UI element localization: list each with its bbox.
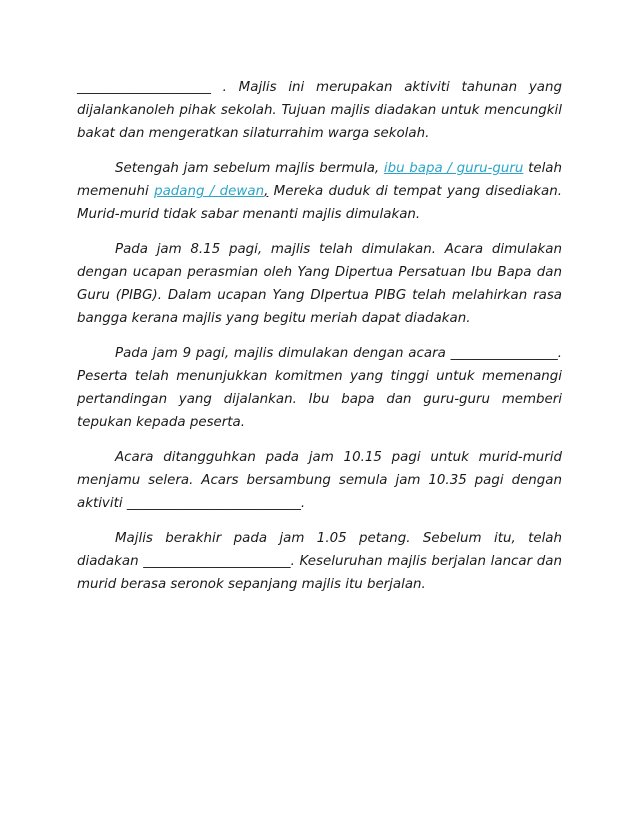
paragraph-6-after: . Keseluruhan majlis berjalan lancar dan murid berasa seronok sepanjang majlis itu berjalan. bbox=[77, 554, 562, 592]
paragraph-3 bbox=[77, 238, 562, 330]
paragraph-2 bbox=[77, 157, 562, 226]
paragraph-4 bbox=[77, 342, 562, 434]
paragraph-2-before: Setengah jam sebelum majlis bermula, bbox=[115, 161, 384, 176]
paragraph-3-text: Pada jam 8.15 pagi, majlis telah dimulakan. Acara dimulakan dengan ucapan perasmian oleh Yang Dipertua Persatuan Ibu Bapa dan Guru (PIBG). Dalam ucapan Yang DIpertua PIBG telah melahirkan rasa bangga kerana majlis yang begitu meriah dapat diadakan. bbox=[77, 242, 562, 326]
blank-line-1: ____________________ bbox=[77, 80, 211, 95]
document-page bbox=[77, 76, 562, 608]
paragraph-5 bbox=[77, 446, 562, 515]
paragraph-6 bbox=[77, 527, 562, 596]
paragraph-2-after: Mereka duduk di tempat yang disediakan. Murid-murid tidak sabar menanti majlis dimulakan. bbox=[77, 184, 562, 222]
paragraph-4-after: . Peserta telah menunjukkan komitmen yang tinggi untuk memenangi pertandingan yang dijalankan. Ibu bapa dan guru-guru memberi tepukan kepada peserta. bbox=[77, 346, 562, 430]
blank-line-4: ______________________ bbox=[143, 554, 291, 569]
paragraph-5-after: . bbox=[300, 496, 306, 511]
paragraph-1-text: . Majlis ini merupakan aktiviti tahunan yang dijalankanoleh pihak sekolah. Tujuan majlis diadakan untuk mencungkil bakat dan mengeratkan silaturrahim warga sekolah. bbox=[77, 80, 562, 141]
paragraph-5-before: Acara ditangguhkan pada jam 10.15 pagi untuk murid-murid menjamu selera. Acars bersambung semula jam 10.35 pagi dengan aktiviti bbox=[77, 450, 562, 511]
blank-line-2: ________________ bbox=[450, 346, 558, 361]
paragraph-2-comma: , bbox=[264, 184, 269, 199]
blank-line-3: __________________________ bbox=[126, 496, 301, 511]
paragraph-1 bbox=[77, 76, 562, 145]
hyperlink-ibu-bapa-guru[interactable]: ibu bapa / guru-guru bbox=[383, 161, 524, 176]
paragraph-4-before: Pada jam 9 pagi, majlis dimulakan dengan acara bbox=[115, 346, 451, 361]
paragraph-6-before: Majlis berakhir pada jam 1.05 petang. Sebelum itu, telah diadakan bbox=[77, 531, 562, 569]
paragraph-2-middle: telah memenuhi bbox=[77, 161, 562, 199]
hyperlink-padang-dewan[interactable]: padang / dewan bbox=[154, 184, 265, 199]
